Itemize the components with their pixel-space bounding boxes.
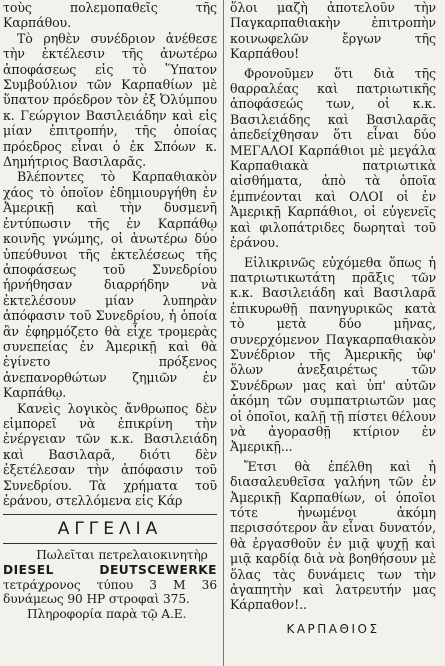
left-column bbox=[3, 0, 217, 666]
ad-top-rule bbox=[3, 514, 217, 515]
signature: ΚΑΡΠΑΘΙΟΣ bbox=[286, 621, 380, 636]
ad-line-1: Πωλεῖται πετρελαιοκινητὴρ bbox=[36, 548, 208, 563]
right-paragraph-3: Ἔτσι θὰ ἐπέλθη καὶ ἡ διασαλευθεῖσα γαλήνη τῶν ἐν Ἀμερικῇ Καρπαθίων, οἱ ὁποῖοι τότε ἡνωμένοι ἀκόμη περισσότερον ἂν εἶναι δυνατόν, θὰ ἐργασθοῦν ἐν μιᾷ ψυχῇ καὶ μιᾷ καρδίᾳ διὰ νὰ βοηθήσουν μὲ ὅλας τὰς δυνάμεις των τὴν ἀγαπητὴν καὶ λατρευτήν μας Κάρπαθον!.. bbox=[230, 458, 436, 613]
ad-heading: ΑΓΓΕΛΙΑ bbox=[57, 519, 163, 540]
ad-line-2 bbox=[3, 563, 217, 607]
right-paragraph-1: Φρονοῦμεν ὅτι διὰ τῆς θαρραλέας καὶ πατριωτικῆς ἀποφάσεώς των, οἱ κ.κ. Βασιλειάδης καὶ Βασιλαρᾶς ἀπεδείχθησαν ὅτι εἶναι δύο ΜΕΓΑΛΟΙ Καρπάθιοι μὲ μεγάλα Καρπαθιακὰ πατριωτικὰ αἰσθήματα, ἀπὸ τὰ ὁποῖα ἐμπνέονται καὶ ΟΛΟΙ οἱ ἐν Ἀμερικῇ Καρπάθιοι, οἱ εὐγενεῖς καὶ φιλοπάτριδες δωρηταὶ τοῦ ἐράνου. bbox=[230, 65, 436, 251]
ad-heading-rule bbox=[3, 543, 217, 544]
left-paragraph-2: Βλέποντες τὸ Καρπαθιακὸν χάος τὸ ὁποῖον ἐδημιουργήθη ἐν Ἀμερικῇ καὶ τὴν δυσμενῆ ἐντύπωσιν τῆς ἐν Καρπάθῳ κοινῆς γνώμης, οἱ ἀνωτέρω δύο ὑπεύθυνοι τῆς ἐκτελέσεως τῆς ἀποφάσεως τοῦ Συνεδρίου ἠρνήθησαν διαρρήδην νὰ ἐκτελέσουν μίαν λυπηρὰν ἀπόφασιν τοῦ Συνεδρίου, ἡ ὁποία ἂν ἐφηρμόζετο θὰ εἶχε τρομερὰς συνεπείας ἐν Ἀμερικῇ καὶ θὰ ἐγίνετο πρόξενος ἀνεπανορθώτων ζημιῶν ἐν Καρπάθῳ. bbox=[3, 169, 217, 401]
left-paragraph-3: Κανεὶς λογικὸς ἄνθρωπος δὲν εἰμπορεῖ νὰ ἐπικρίνη τὴν ἐνέργειαν τῶν κ.κ. Βασιλειάδη καὶ Βασιλαρᾶ, διότι δὲν ἐξετέλεσαν τὴν ἀπόφασιν τοῦ Συνεδρίου. Τὰ χρήματα τοῦ ἐράνου, στελλόμενα εἰς Κάρ bbox=[3, 400, 217, 508]
ad-brand: DIESEL DEUTSCEWERKE bbox=[3, 563, 217, 577]
ad-line-3: Πληροφορία παρὰ τῷ Α.Ε. bbox=[27, 606, 187, 621]
advertisement bbox=[3, 548, 217, 621]
column-divider bbox=[223, 0, 224, 666]
right-top-fragment: ὅλοι μαζὴ ἀποτελοῦν τὴν Παγκαρπαθιακὴν ἐπιτροπὴν κοινωφελῶν ἔργων τῆς Καρπάθου! bbox=[230, 0, 436, 62]
ad-specs: τετράχρονος τύπου 3 Μ 36 δυνάμεως 90 ΗΡ στροφαὶ 375. bbox=[3, 577, 217, 607]
left-top-fragment: τοὺς πολεμοπαθεῖς τῆς Καρπάθου. bbox=[3, 0, 217, 31]
right-column bbox=[230, 0, 436, 666]
left-paragraph-1: Τὸ ρηθὲν συνέδριον ἀνέθεσε τὴν ἐκτέλεσιν τῆς ἀνωτέρω ἀποφάσεως εἰς τὸ Ὕπατον Συμβούλιον τῶν Καρπαθίων μὲ ὕπατον πρόεδρον τὸν ἐξ Ὀλύμπου κ. Γεώργιον Βασιλειάδην καὶ εἰς μίαν ἐπιτροπήν, τῆς ὁποίας πρόεδρος εἶναι ὁ ἐκ Σπόων κ. Δημήτριος Βασιλαρᾶς. bbox=[3, 30, 217, 170]
right-paragraph-2: Εἰλικρινῶς εὐχόμεθα ὅπως ἡ πατριωτικωτάτη πρᾶξις τῶν κ.κ. Βασιλειάδη καὶ Βασιλαρᾶ ἐπικυρωθῇ πανηγυρικῶς κατὰ τὸ μετὰ δύο μῆνας, συνερχόμενον Παγκαρπαθιακὸν Συνέδριον τῆς Ἀμερικῆς ὑφ' ὅλων ἀνεξαιρέτως τῶν Συνέδρων μας καὶ ὑπ' αὐτῶν ἀκόμη τῶν συμπατριωτῶν μας οἱ ὁποῖοι, καλῇ τῇ πίστει θέλουν νὰ ἀγορασθῇ κτίριον ἐν Ἀμερικῇ... bbox=[230, 254, 436, 455]
